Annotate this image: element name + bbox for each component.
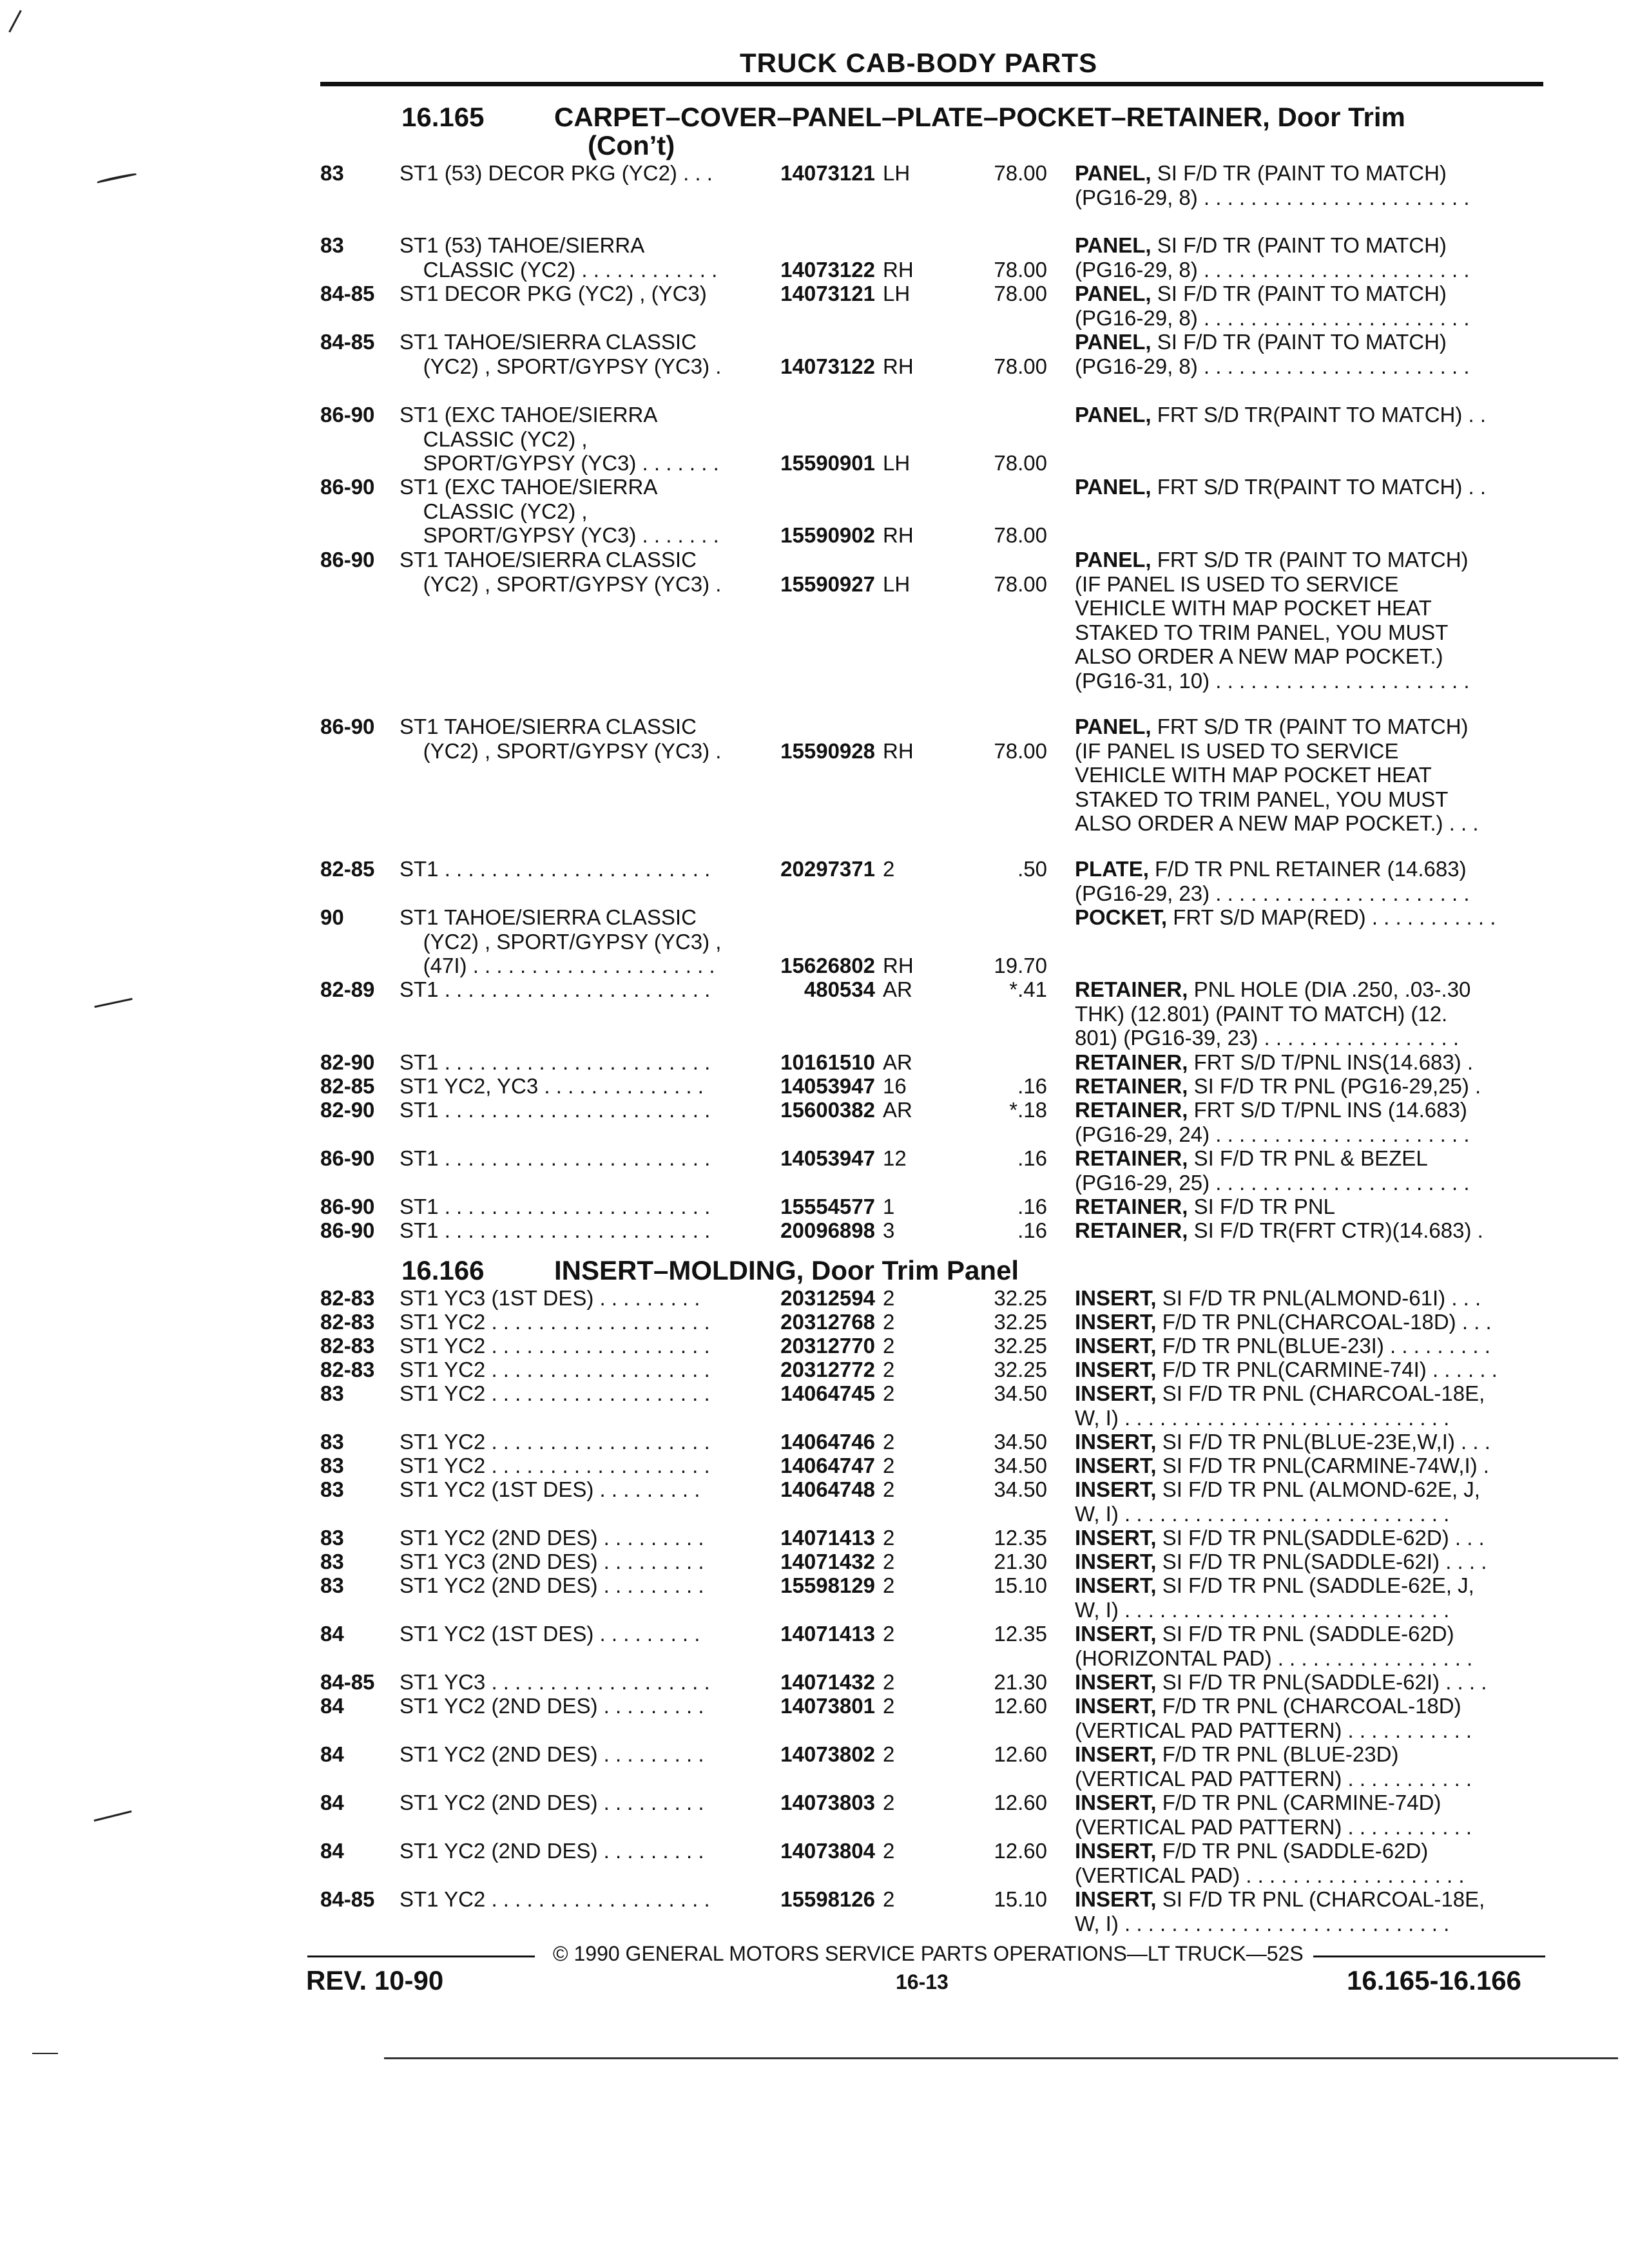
part-number: 15590928	[780, 738, 875, 763]
model-years: 84	[320, 1694, 344, 1718]
footer-page-number: 16-13	[896, 1970, 949, 1994]
part-note: SI F/D TR PNL(BLUE-23E,W,I) . . .	[1156, 1430, 1490, 1454]
model-years: 86-90	[320, 548, 375, 572]
part-note: SI F/D TR (PAINT TO MATCH) (PG16-29, 8) . . . . . . . . . . . . . . . . . . . . . . .	[1075, 233, 1470, 282]
model-years: 82-90	[320, 1050, 375, 1074]
part-number: 15590901	[780, 451, 875, 476]
footer-rule	[1313, 1956, 1545, 1957]
part-name-note	[1075, 282, 1545, 330]
quantity: 2	[883, 1381, 895, 1405]
quantity: RH	[883, 738, 914, 763]
model-years: 82-83	[320, 1286, 375, 1310]
quantity: 3	[883, 1218, 895, 1242]
part-name: PANEL,	[1075, 330, 1152, 354]
scan-mark	[94, 1811, 132, 1821]
model-years: 84	[320, 1622, 344, 1646]
model-years: 83	[320, 1477, 344, 1501]
part-name-note	[1075, 1670, 1545, 1695]
price: 78.00	[994, 572, 1047, 596]
part-number: 14053947	[780, 1074, 875, 1098]
part-note: SI F/D TR PNL (CHARCOAL-18E, W, I) . . . . . . . . . . . . . . . . . . . . . . . . . . . .	[1075, 1381, 1485, 1430]
part-name: INSERT,	[1075, 1286, 1157, 1310]
usage-description: ST1 . . . . . . . . . . . . . . . . . . . . . . .	[400, 1050, 711, 1074]
part-name-note	[1075, 1454, 1545, 1478]
model-years: 86-90	[320, 1218, 375, 1242]
price: 32.25	[994, 1334, 1047, 1358]
part-name: PLATE,	[1075, 857, 1149, 881]
usage-description: ST1 YC2 . . . . . . . . . . . . . . . . . . .	[400, 1310, 710, 1334]
usage-description: ST1 YC2 (1ST DES) . . . . . . . . .	[400, 1622, 700, 1646]
quantity: 2	[883, 1430, 895, 1454]
part-name-note	[1075, 1622, 1545, 1670]
quantity: 16	[883, 1074, 907, 1098]
model-years: 82-83	[320, 1358, 375, 1381]
model-years: 82-85	[320, 1074, 375, 1098]
part-name-note	[1075, 1218, 1545, 1243]
part-note: FRT S/D MAP(RED) . . . . . . . . . . .	[1167, 905, 1496, 929]
part-number: 14073121	[780, 282, 875, 305]
quantity: 2	[883, 1550, 895, 1573]
usage-description: ST1 YC2 (2ND DES) . . . . . . . . .	[400, 1839, 704, 1863]
part-note: FRT S/D TR(PAINT TO MATCH) . .	[1151, 475, 1487, 499]
usage-description: ST1 TAHOE/SIERRA CLASSIC (YC2) , SPORT/GYPSY (YC3) .	[400, 548, 722, 596]
section-number: 16.166	[401, 1255, 485, 1285]
part-number: 480534	[804, 977, 875, 1001]
part-number: 14073804	[780, 1839, 875, 1863]
quantity: AR	[883, 1050, 912, 1074]
part-name: RETAINER,	[1075, 1146, 1188, 1170]
price: 12.60	[994, 1694, 1047, 1718]
price: 12.60	[994, 1742, 1047, 1766]
usage-description: ST1 . . . . . . . . . . . . . . . . . . . . . . .	[400, 857, 711, 881]
part-number: 15554577	[780, 1195, 875, 1218]
section-title-continued: (Con’t)	[588, 130, 675, 160]
usage-description: ST1 YC3 (1ST DES) . . . . . . . . .	[400, 1286, 700, 1310]
price: *.41	[1009, 977, 1047, 1001]
part-name-note	[1075, 330, 1545, 378]
usage-description: ST1 TAHOE/SIERRA CLASSIC (YC2) , SPORT/GYPSY (YC3) , (47I) . . . . . . . . . . . . . . . . . . . . .	[400, 905, 722, 978]
section-title: INSERT–MOLDING, Door Trim Panel	[554, 1255, 1019, 1285]
part-name-note	[1075, 1310, 1545, 1334]
model-years: 83	[320, 161, 344, 185]
quantity: 2	[883, 1358, 895, 1381]
part-number: 14073122	[780, 257, 875, 282]
price: *.18	[1009, 1098, 1047, 1122]
part-number: 15590902	[780, 523, 875, 548]
usage-description: ST1 YC2 (2ND DES) . . . . . . . . .	[400, 1526, 704, 1550]
part-name-note	[1075, 1358, 1545, 1382]
part-name-note	[1075, 1334, 1545, 1358]
part-name: INSERT,	[1075, 1454, 1157, 1477]
quantity: LH	[883, 572, 911, 596]
part-name-note	[1075, 1887, 1545, 1936]
price: 34.50	[994, 1454, 1047, 1477]
quantity: 2	[883, 1573, 895, 1597]
part-number: 15626802	[780, 954, 875, 978]
part-name-note	[1075, 857, 1545, 905]
part-name: INSERT,	[1075, 1694, 1157, 1718]
price: 78.00	[994, 523, 1047, 548]
price: 12.60	[994, 1791, 1047, 1814]
usage-description: ST1 YC2 (2ND DES) . . . . . . . . .	[400, 1694, 704, 1718]
part-name: RETAINER,	[1075, 1050, 1188, 1074]
model-years: 86-90	[320, 403, 375, 427]
scan-mark	[94, 998, 132, 1008]
quantity: 12	[883, 1146, 907, 1170]
usage-description: ST1 . . . . . . . . . . . . . . . . . . . . . . .	[400, 1098, 711, 1122]
model-years: 86-90	[320, 1195, 375, 1218]
part-note: F/D TR PNL (CARMINE-74D) (VERTICAL PAD PATTERN) . . . . . . . . . . .	[1075, 1791, 1472, 1839]
footer-revision: REV. 10-90	[306, 1965, 444, 1995]
usage-description: ST1 YC2, YC3 . . . . . . . . . . . . . .	[400, 1074, 704, 1098]
part-name: INSERT,	[1075, 1358, 1157, 1381]
part-number: 15590927	[780, 572, 875, 596]
price: 12.35	[994, 1622, 1047, 1646]
price: 32.25	[994, 1358, 1047, 1381]
usage-description: ST1 (53) TAHOE/SIERRA CLASSIC (YC2) . . . . . . . . . . . .	[400, 233, 718, 282]
price: 15.10	[994, 1887, 1047, 1911]
quantity: 2	[883, 1694, 895, 1718]
section-number: 16.165	[401, 102, 485, 132]
price: .16	[1017, 1218, 1047, 1242]
part-number: 14071432	[780, 1670, 875, 1694]
part-note: SI F/D TR PNL(SADDLE-62I) . . . .	[1156, 1670, 1487, 1694]
part-number: 15598126	[780, 1887, 875, 1911]
part-name: INSERT,	[1075, 1477, 1157, 1501]
quantity: 1	[883, 1195, 895, 1218]
price: 78.00	[994, 257, 1047, 282]
part-name: INSERT,	[1075, 1791, 1157, 1814]
part-number: 14071413	[780, 1622, 875, 1646]
price: 32.25	[994, 1310, 1047, 1334]
model-years: 86-90	[320, 475, 375, 499]
scan-mark	[32, 2053, 58, 2054]
part-note: FRT S/D T/PNL INS(14.683) .	[1188, 1050, 1474, 1074]
model-years: 86-90	[320, 715, 375, 738]
model-years: 84	[320, 1742, 344, 1766]
quantity: 2	[883, 1670, 895, 1694]
part-name: RETAINER,	[1075, 1074, 1188, 1098]
part-number: 20312770	[780, 1334, 875, 1358]
part-name: INSERT,	[1075, 1839, 1157, 1863]
quantity: 2	[883, 1454, 895, 1477]
usage-description: ST1 YC2 (2ND DES) . . . . . . . . .	[400, 1791, 704, 1814]
usage-description: ST1 YC3 (2ND DES) . . . . . . . . .	[400, 1550, 704, 1573]
part-name: INSERT,	[1075, 1622, 1157, 1646]
part-name: PANEL,	[1075, 233, 1152, 257]
part-name-note	[1075, 715, 1545, 836]
part-note: FRT S/D TR(PAINT TO MATCH) . .	[1151, 403, 1487, 427]
part-name-note	[1075, 1550, 1545, 1574]
part-name-note	[1075, 1381, 1545, 1430]
part-name: INSERT,	[1075, 1310, 1157, 1334]
part-number: 14064747	[780, 1454, 875, 1477]
quantity: RH	[883, 523, 914, 548]
footer-section-ref: 16.165-16.166	[1347, 1965, 1521, 1995]
price: 32.25	[994, 1286, 1047, 1310]
part-name: PANEL,	[1075, 161, 1152, 185]
quantity: 2	[883, 1622, 895, 1646]
part-number: 14073802	[780, 1742, 875, 1766]
part-number: 14073803	[780, 1791, 875, 1814]
part-number: 15598129	[780, 1573, 875, 1597]
price: .16	[1017, 1074, 1047, 1098]
part-note: F/D TR PNL(CHARCOAL-18D) . . .	[1156, 1310, 1492, 1334]
part-number: 10161510	[780, 1050, 875, 1074]
quantity: LH	[883, 161, 911, 185]
quantity: 2	[883, 857, 895, 881]
quantity: 2	[883, 1286, 895, 1310]
model-years: 84-85	[320, 330, 375, 354]
usage-description: ST1 (EXC TAHOE/SIERRA CLASSIC (YC2) , SPORT/GYPSY (YC3) . . . . . . .	[400, 403, 719, 476]
part-name: INSERT,	[1075, 1526, 1157, 1550]
part-number: 14073121	[780, 161, 875, 185]
part-note: FRT S/D T/PNL INS (14.683) (PG16-29, 24) . . . . . . . . . . . . . . . . . . . . . .	[1075, 1098, 1470, 1146]
usage-description: ST1 TAHOE/SIERRA CLASSIC (YC2) , SPORT/GYPSY (YC3) .	[400, 715, 722, 763]
part-number: 14064748	[780, 1477, 875, 1501]
price: 78.00	[994, 161, 1047, 185]
part-number: 20312772	[780, 1358, 875, 1381]
model-years: 84-85	[320, 1887, 375, 1911]
part-name-note	[1075, 1526, 1545, 1550]
quantity: 2	[883, 1742, 895, 1766]
part-note: SI F/D TR PNL & BEZEL (PG16-29, 25) . . . . . . . . . . . . . . . . . . . . . .	[1075, 1146, 1470, 1195]
part-name: RETAINER,	[1075, 977, 1188, 1001]
quantity: 2	[883, 1526, 895, 1550]
part-note: SI F/D TR PNL (CHARCOAL-18E, W, I) . . . . . . . . . . . . . . . . . . . . . . . . . . . .	[1075, 1887, 1485, 1936]
usage-description: ST1 YC2 . . . . . . . . . . . . . . . . . . .	[400, 1887, 710, 1911]
usage-description: ST1 YC2 (1ST DES) . . . . . . . . .	[400, 1477, 700, 1501]
quantity: 2	[883, 1791, 895, 1814]
quantity: 2	[883, 1477, 895, 1501]
price: 12.60	[994, 1839, 1047, 1863]
quantity: AR	[883, 1098, 912, 1122]
usage-description: ST1 DECOR PKG (YC2) , (YC3)	[400, 282, 707, 305]
scan-mark	[97, 173, 136, 184]
part-name-note	[1075, 1050, 1545, 1075]
part-name-note	[1075, 161, 1545, 209]
part-note: SI F/D TR PNL (SADDLE-62E, J, W, I) . . . . . . . . . . . . . . . . . . . . . . . . . . . .	[1075, 1573, 1474, 1622]
model-years: 84-85	[320, 282, 375, 305]
part-number: 20312768	[780, 1310, 875, 1334]
part-name-note	[1075, 233, 1545, 282]
model-years: 82-83	[320, 1310, 375, 1334]
price: 21.30	[994, 1550, 1047, 1573]
part-name: PANEL,	[1075, 282, 1152, 305]
header-rule	[320, 82, 1543, 86]
model-years: 86-90	[320, 1146, 375, 1170]
price: 78.00	[994, 282, 1047, 305]
part-number: 20312594	[780, 1286, 875, 1310]
part-note: F/D TR PNL (BLUE-23D) (VERTICAL PAD PATTERN) . . . . . . . . . . .	[1075, 1742, 1472, 1791]
part-name: INSERT,	[1075, 1550, 1157, 1573]
price: .16	[1017, 1195, 1047, 1218]
part-name: POCKET,	[1075, 905, 1168, 929]
part-number: 14064745	[780, 1381, 875, 1405]
part-name-note	[1075, 905, 1545, 930]
part-note: SI F/D TR PNL(CARMINE-74W,I) .	[1156, 1454, 1489, 1477]
part-note: F/D TR PNL RETAINER (14.683) (PG16-29, 23) . . . . . . . . . . . . . . . . . . . . . .	[1075, 857, 1470, 905]
part-name: INSERT,	[1075, 1573, 1157, 1597]
part-note: SI F/D TR(FRT CTR)(14.683) .	[1188, 1218, 1483, 1242]
scan-mark	[8, 10, 21, 33]
price: 34.50	[994, 1430, 1047, 1454]
part-number: 14053947	[780, 1146, 875, 1170]
part-note: SI F/D TR (PAINT TO MATCH) (PG16-29, 8) . . . . . . . . . . . . . . . . . . . . . . .	[1075, 282, 1470, 330]
part-note: SI F/D TR PNL	[1188, 1195, 1336, 1218]
usage-description: ST1 YC2 (2ND DES) . . . . . . . . .	[400, 1742, 704, 1766]
price: 12.35	[994, 1526, 1047, 1550]
part-name: PANEL,	[1075, 715, 1152, 738]
usage-description: ST1 . . . . . . . . . . . . . . . . . . . . . . .	[400, 1218, 711, 1242]
part-note: F/D TR PNL(BLUE-23I) . . . . . . . . .	[1156, 1334, 1490, 1358]
part-name-note	[1075, 1430, 1545, 1454]
part-note: SI F/D TR PNL (SADDLE-62D) (HORIZONTAL PAD) . . . . . . . . . . . . . . . . .	[1075, 1622, 1473, 1670]
part-note: PNL HOLE (DIA .250, .03-.30 THK) (12.801) (PAINT TO MATCH) (12. 801) (PG16-39, 23) . . . . . . . . . . . . . . . . .	[1075, 977, 1471, 1050]
part-note: SI F/D TR (PAINT TO MATCH) (PG16-29, 8) . . . . . . . . . . . . . . . . . . . . . . .	[1075, 161, 1470, 209]
usage-description: ST1 . . . . . . . . . . . . . . . . . . . . . . .	[400, 1195, 711, 1218]
part-note: F/D TR PNL (CHARCOAL-18D) (VERTICAL PAD PATTERN) . . . . . . . . . . .	[1075, 1694, 1472, 1742]
part-name-note	[1075, 475, 1545, 499]
usage-description: ST1 YC3 . . . . . . . . . . . . . . . . . . .	[400, 1670, 710, 1694]
quantity: 2	[883, 1310, 895, 1334]
part-note: SI F/D TR PNL (ALMOND-62E, J, W, I) . . . . . . . . . . . . . . . . . . . . . . . . . . . .	[1075, 1477, 1480, 1526]
model-years: 84	[320, 1839, 344, 1863]
part-name: INSERT,	[1075, 1887, 1157, 1911]
part-number: 14071432	[780, 1550, 875, 1573]
price: 21.30	[994, 1670, 1047, 1694]
usage-description: ST1 YC2 . . . . . . . . . . . . . . . . . . .	[400, 1430, 710, 1454]
part-number: 20096898	[780, 1218, 875, 1242]
usage-description: ST1 YC2 . . . . . . . . . . . . . . . . . . .	[400, 1358, 710, 1381]
part-name: INSERT,	[1075, 1742, 1157, 1766]
bottom-rule	[384, 2057, 1618, 2059]
section-title: CARPET–COVER–PANEL–PLATE–POCKET–RETAINER, Door Trim	[554, 102, 1405, 132]
part-name-note	[1075, 1098, 1545, 1146]
part-number: 14071413	[780, 1526, 875, 1550]
price: 78.00	[994, 354, 1047, 378]
price: .50	[1017, 857, 1047, 881]
part-note: SI F/D TR (PAINT TO MATCH) (PG16-29, 8) . . . . . . . . . . . . . . . . . . . . . . .	[1075, 330, 1470, 378]
quantity: LH	[883, 282, 911, 305]
usage-description: ST1 TAHOE/SIERRA CLASSIC (YC2) , SPORT/GYPSY (YC3) .	[400, 330, 722, 378]
usage-description: ST1 YC2 (2ND DES) . . . . . . . . .	[400, 1573, 704, 1597]
part-name-note	[1075, 548, 1545, 693]
price: 34.50	[994, 1381, 1047, 1405]
part-name: INSERT,	[1075, 1381, 1157, 1405]
part-name: PANEL,	[1075, 548, 1152, 572]
footer-copyright: © 1990 GENERAL MOTORS SERVICE PARTS OPERATIONS—LT TRUCK—52S	[553, 1942, 1304, 1965]
part-name-note	[1075, 1839, 1545, 1887]
model-years: 83	[320, 1454, 344, 1477]
usage-description: ST1 YC2 . . . . . . . . . . . . . . . . . . .	[400, 1454, 710, 1477]
quantity: RH	[883, 354, 914, 378]
footer-rule	[307, 1956, 535, 1957]
part-note: F/D TR PNL (SADDLE-62D) (VERTICAL PAD) . . . . . . . . . . . . . . . . . . .	[1075, 1839, 1465, 1887]
part-name: INSERT,	[1075, 1334, 1157, 1358]
page-header-title: TRUCK CAB-BODY PARTS	[740, 48, 1098, 78]
part-name-note	[1075, 977, 1545, 1050]
part-name: PANEL,	[1075, 403, 1152, 427]
model-years: 83	[320, 1430, 344, 1454]
model-years: 83	[320, 1573, 344, 1597]
quantity: 2	[883, 1334, 895, 1358]
part-name: RETAINER,	[1075, 1218, 1188, 1242]
part-name-note	[1075, 1791, 1545, 1839]
part-name-note	[1075, 1573, 1545, 1622]
usage-description: ST1 . . . . . . . . . . . . . . . . . . . . . . .	[400, 1146, 711, 1170]
usage-description: ST1 YC2 . . . . . . . . . . . . . . . . . . .	[400, 1334, 710, 1358]
part-name-note	[1075, 1074, 1545, 1099]
model-years: 84-85	[320, 1670, 375, 1694]
part-name-note	[1075, 1146, 1545, 1195]
model-years: 82-90	[320, 1098, 375, 1122]
part-name: INSERT,	[1075, 1430, 1157, 1454]
usage-description: ST1 (53) DECOR PKG (YC2) . . .	[400, 161, 713, 185]
part-note: SI F/D TR PNL(ALMOND-61I) . . .	[1156, 1286, 1481, 1310]
model-years: 84	[320, 1791, 344, 1814]
part-name-note	[1075, 403, 1545, 427]
part-name: PANEL,	[1075, 475, 1152, 499]
part-note: SI F/D TR PNL (PG16-29,25) .	[1188, 1074, 1481, 1098]
model-years: 83	[320, 1550, 344, 1573]
price: 15.10	[994, 1573, 1047, 1597]
quantity: 2	[883, 1887, 895, 1911]
usage-description: ST1 . . . . . . . . . . . . . . . . . . . . . . .	[400, 977, 711, 1001]
price: 78.00	[994, 738, 1047, 763]
price: 34.50	[994, 1477, 1047, 1501]
model-years: 82-89	[320, 977, 375, 1001]
part-number: 14073122	[780, 354, 875, 378]
part-note: SI F/D TR PNL(SADDLE-62D) . . .	[1156, 1526, 1485, 1550]
part-number: 14064746	[780, 1430, 875, 1454]
part-name-note	[1075, 1195, 1545, 1219]
part-name-note	[1075, 1742, 1545, 1791]
quantity: LH	[883, 451, 911, 476]
price: 19.70	[994, 954, 1047, 978]
part-name: RETAINER,	[1075, 1195, 1188, 1218]
quantity: RH	[883, 257, 914, 282]
quantity: AR	[883, 977, 912, 1001]
part-note: FRT S/D TR (PAINT TO MATCH) (IF PANEL IS USED TO SERVICE VEHICLE WITH MAP POCKET HEAT STAKED TO TRIM PANEL, YOU MUST ALSO ORDER A NEW MAP POCKET.) (PG16-31, 10) . . . . . . . . . . . . . . . . . . . . . .	[1075, 548, 1470, 693]
usage-description: ST1 (EXC TAHOE/SIERRA CLASSIC (YC2) , SPORT/GYPSY (YC3) . . . . . . .	[400, 475, 719, 548]
model-years: 83	[320, 233, 344, 257]
usage-description: ST1 YC2 . . . . . . . . . . . . . . . . . . .	[400, 1381, 710, 1405]
price: 78.00	[994, 451, 1047, 476]
model-years: 90	[320, 905, 344, 929]
part-name: RETAINER,	[1075, 1098, 1188, 1122]
part-number: 20297371	[780, 857, 875, 881]
model-years: 83	[320, 1526, 344, 1550]
part-number: 14073801	[780, 1694, 875, 1718]
part-note: SI F/D TR PNL(SADDLE-62I) . . . .	[1156, 1550, 1487, 1573]
quantity: 2	[883, 1839, 895, 1863]
model-years: 82-85	[320, 857, 375, 881]
part-name-note	[1075, 1286, 1545, 1311]
part-name: INSERT,	[1075, 1670, 1157, 1694]
price: .16	[1017, 1146, 1047, 1170]
model-years: 82-83	[320, 1334, 375, 1358]
part-note: FRT S/D TR (PAINT TO MATCH) (IF PANEL IS USED TO SERVICE VEHICLE WITH MAP POCKET HEAT STAKED TO TRIM PANEL, YOU MUST ALSO ORDER A NEW MAP POCKET.) . . .	[1075, 715, 1479, 836]
part-number: 15600382	[780, 1098, 875, 1122]
model-years: 83	[320, 1381, 344, 1405]
quantity: RH	[883, 954, 914, 978]
part-note: F/D TR PNL(CARMINE-74I) . . . . . .	[1156, 1358, 1498, 1381]
part-name-note	[1075, 1694, 1545, 1742]
part-name-note	[1075, 1477, 1545, 1526]
